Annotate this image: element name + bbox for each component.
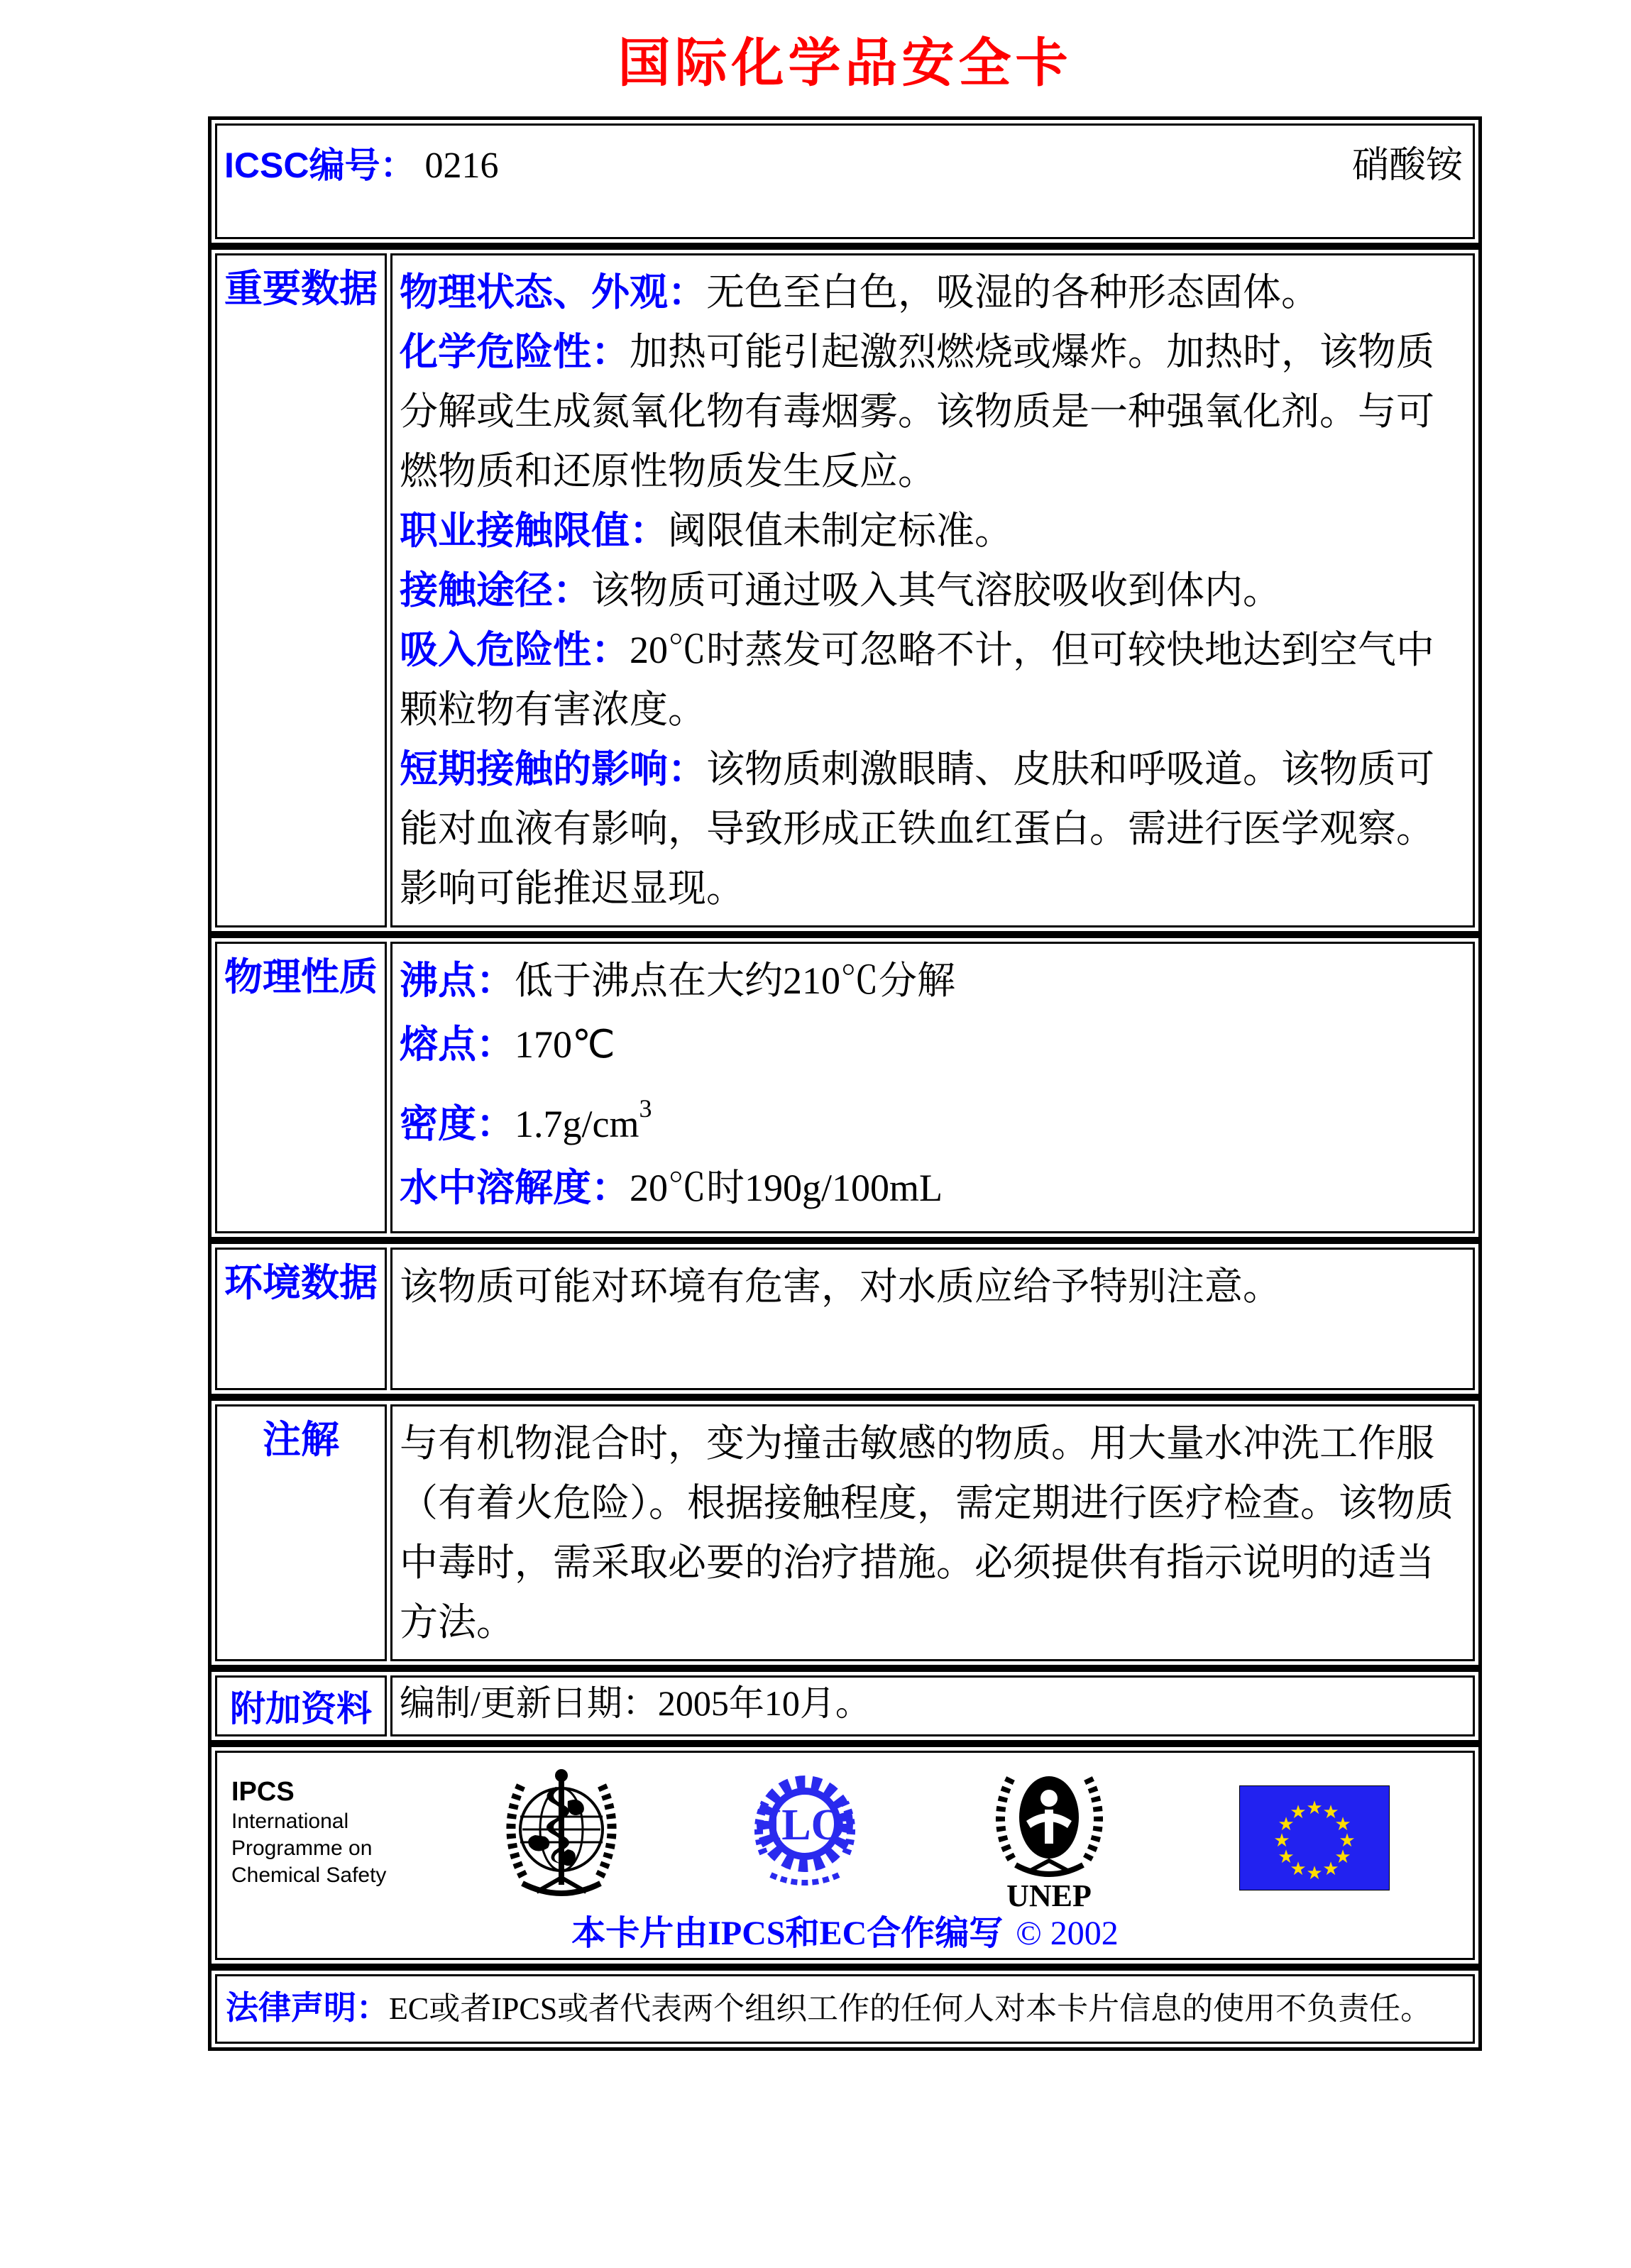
field-melting-point: 熔点：170℃ xyxy=(400,1023,615,1066)
field-short-term-effects: 短期接触的影响：该物质刺激眼睛、皮肤和呼吸道。该物质可能对血液有影响，导致形成正铁血红蛋白。需进行医学观察。影响可能推迟显现。 xyxy=(400,748,1434,910)
copyright-text: © 2002 xyxy=(1016,1915,1119,1952)
ilo-letters: ILO xyxy=(764,1801,845,1849)
legal-notice-text: EC或者IPCS或者代表两个组织工作的任何人对本卡片信息的使用不负责任。 xyxy=(389,1991,1432,2026)
eu-flag-icon xyxy=(1239,1785,1390,1890)
additional-info-content: 编制/更新日期：2005年10月。 xyxy=(390,1675,1475,1736)
section-legal-notice xyxy=(208,1967,1482,2051)
field-density: 密度：$1.7g/cm^3$ xyxy=(400,1094,652,1145)
section-logos xyxy=(208,1744,1482,1967)
section-environmental-data xyxy=(208,1240,1482,1397)
ipcs-logo-text: IPCS International Programme on Chemical Safety xyxy=(231,1777,387,1887)
notes-content: 与有机物混合时，变为撞击敏感的物质。用大量水冲洗工作服（有着火危险）。根据接触程度，需定期进行医疗检查。该物质中毒时，需采取必要的治疗措施。必须提供有指示说明的适当方法。 xyxy=(390,1404,1475,1661)
section-additional-info xyxy=(208,1668,1482,1744)
icsc-number-value: 0216 xyxy=(424,145,499,186)
who-icon xyxy=(494,1764,629,1906)
field-exposure-route: 接触途径：该物质可通过吸入其气溶胶吸收到体内。 xyxy=(400,569,1281,612)
section-important-data xyxy=(208,246,1482,935)
ilo-icon xyxy=(742,1768,867,1893)
environmental-data-heading: 环境数据 xyxy=(215,1248,387,1390)
svg-text:★: ★ xyxy=(1278,1846,1295,1868)
svg-text:★: ★ xyxy=(1334,1846,1351,1868)
svg-text:★: ★ xyxy=(1306,1798,1323,1819)
unep-icon xyxy=(984,1764,1115,1910)
physical-properties-content xyxy=(390,942,1475,1233)
credit-text: 本卡片由IPCS和EC合作编写 xyxy=(571,1915,1004,1952)
svg-text:★: ★ xyxy=(1322,1802,1339,1823)
credit-line xyxy=(231,1914,1459,1954)
density-exponent: 3 xyxy=(639,1094,652,1123)
svg-text:★: ★ xyxy=(1306,1863,1323,1884)
icsc-number-label: ICSC编号： xyxy=(224,145,416,185)
field-physical-state: 物理状态、外观：无色至白色，吸湿的各种形态固体。 xyxy=(400,271,1319,314)
svg-text:★: ★ xyxy=(1290,1859,1307,1880)
section-notes xyxy=(208,1397,1482,1668)
svg-text:★: ★ xyxy=(1273,1830,1290,1851)
unep-letters: UNEP xyxy=(1006,1878,1092,1910)
svg-text:★: ★ xyxy=(1322,1859,1339,1880)
svg-text:★: ★ xyxy=(1334,1814,1351,1835)
environmental-data-content: 该物质可能对环境有危害，对水质应给予特别注意。 xyxy=(390,1248,1475,1390)
page-title: 国际化学品安全卡 xyxy=(617,35,1072,93)
field-water-solubility: 水中溶解度：20℃时190g/100mL xyxy=(400,1167,943,1209)
important-data-heading: 重要数据 xyxy=(215,253,387,927)
additional-info-heading: 附加资料 xyxy=(215,1675,387,1736)
legal-notice-label: 法律声明： xyxy=(226,1989,389,2026)
physical-properties-heading: 物理性质 xyxy=(215,942,387,1233)
section-physical-properties xyxy=(208,935,1482,1240)
svg-text:★: ★ xyxy=(1278,1814,1295,1835)
field-boiling-point: 沸点：低于沸点在大约210℃分解 xyxy=(400,959,955,1002)
svg-text:★: ★ xyxy=(1290,1802,1307,1823)
icsc-card xyxy=(208,0,1482,2051)
svg-text:★: ★ xyxy=(1339,1830,1356,1851)
notes-heading: 注解 xyxy=(215,1404,387,1661)
important-data-content xyxy=(390,253,1475,927)
card-sections xyxy=(208,116,1482,2051)
section-header xyxy=(208,116,1482,246)
icsc-number-field xyxy=(224,144,498,187)
field-exposure-limit: 职业接触限值：阈限值未制定标准。 xyxy=(400,510,1013,552)
logo-strip xyxy=(231,1763,1459,1910)
field-inhalation-risk: 吸入危险性：20℃时蒸发可忽略不计，但可较快地达到空气中颗粒物有害浓度。 xyxy=(400,629,1434,731)
chemical-name: 硝酸铵 xyxy=(1351,145,1463,186)
field-chemical-danger: 化学危险性：加热可能引起激烈燃烧或爆炸。加热时，该物质分解或生成氮氧化物有毒烟雾。该物质是一种强氧化剂。与可燃物质和还原性物质发生反应。 xyxy=(400,331,1434,492)
